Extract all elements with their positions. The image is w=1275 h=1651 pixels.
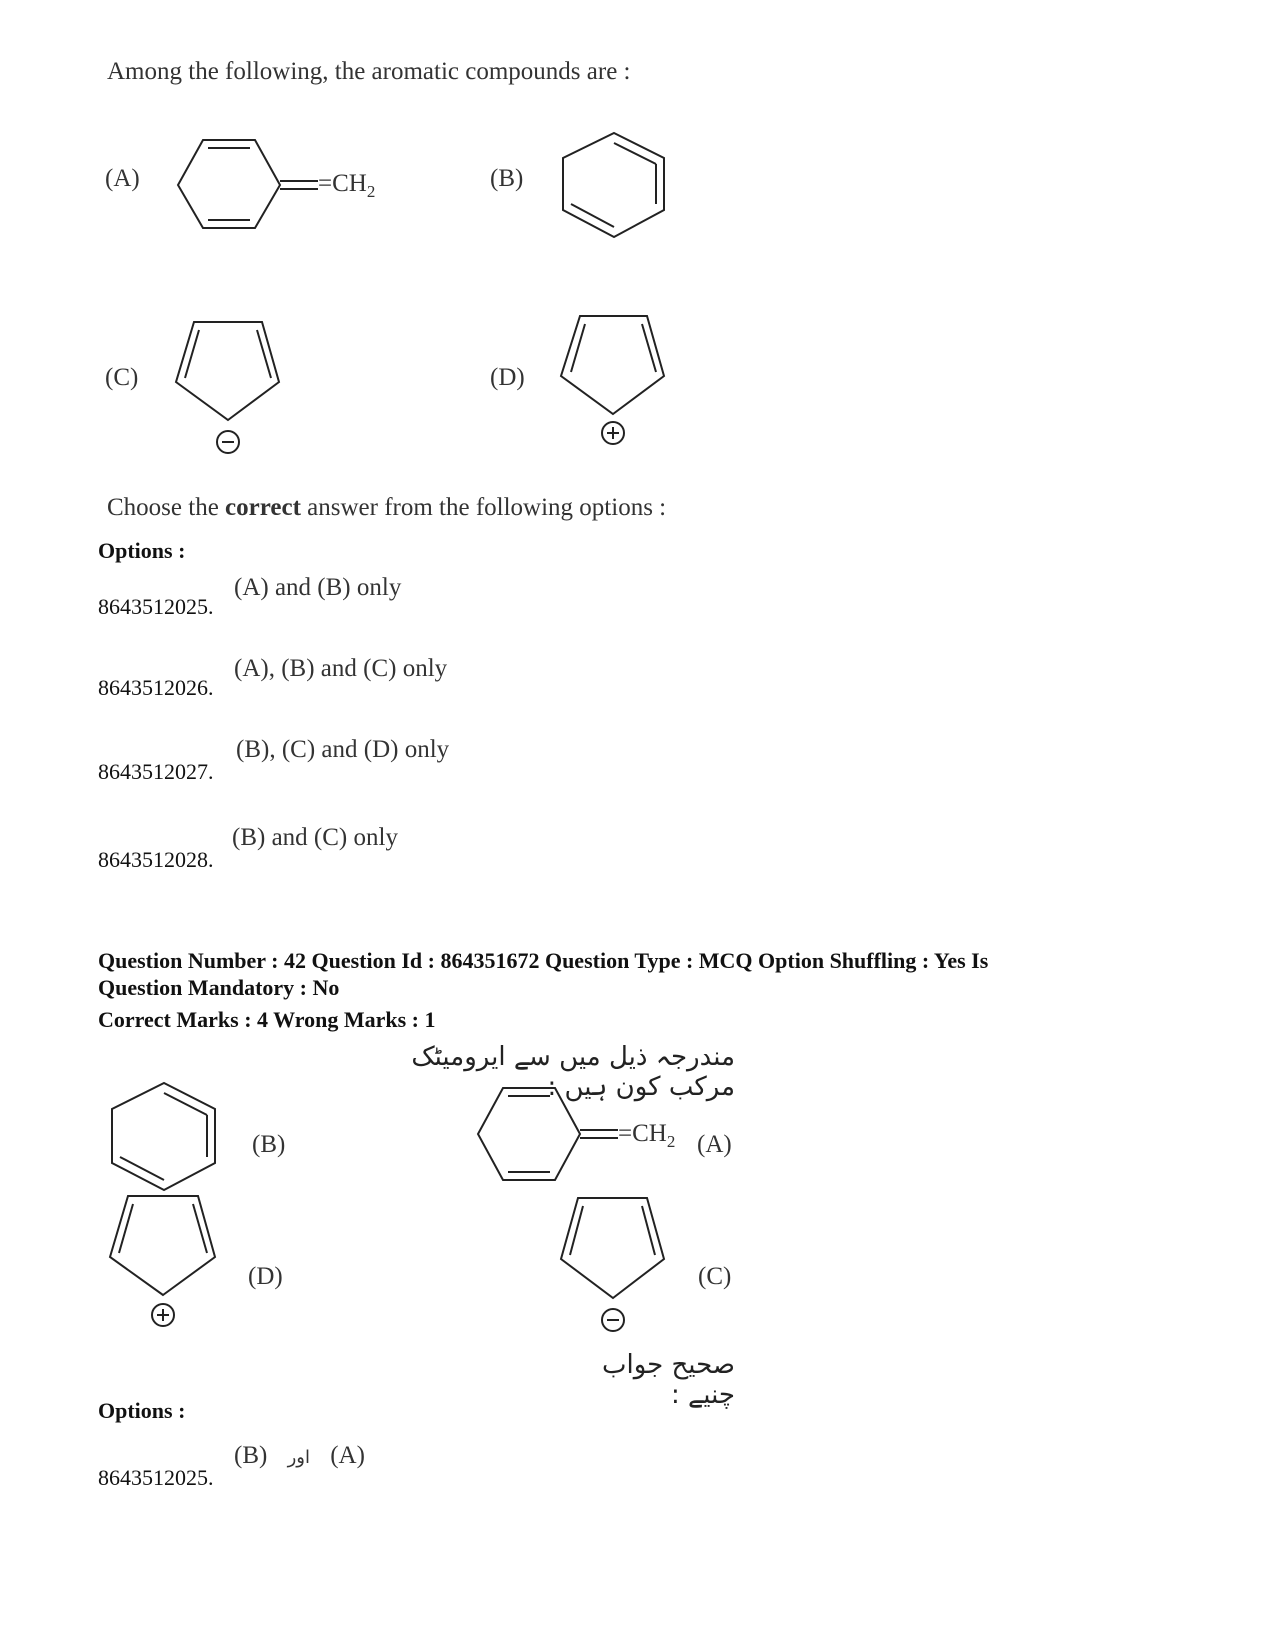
option-text: (B), (C) and (D) only bbox=[236, 736, 450, 763]
structure-c-cyclopentadienyl-anion bbox=[0, 0, 1, 1]
option-text: (A) and (B) only bbox=[234, 574, 402, 601]
question-meta: Question Number : 42 Question Id : 864351672 Question Type : MCQ Option Shuffling : Yes Is Question Mandatory : No bbox=[98, 948, 989, 1000]
structure-label-a: (A) bbox=[105, 165, 140, 192]
structure-label-a: (A) bbox=[697, 1131, 732, 1158]
structure-label-d: (D) bbox=[248, 1263, 283, 1290]
urdu-question-stem: مندرجہ ذیل میں سے ایرومیٹک مرکب کون ہیں : bbox=[411, 1042, 735, 1102]
options-heading: Options : bbox=[98, 538, 186, 563]
structure-label-c: (C) bbox=[698, 1263, 732, 1290]
structure-label-b: (B) bbox=[252, 1131, 286, 1158]
ch2-group-a: $=CH_2$ bbox=[618, 1120, 676, 1151]
option-id: 8643512028. bbox=[98, 847, 214, 872]
option-text: (A), (B) and (C) only bbox=[234, 655, 448, 682]
option-id: 8643512026. bbox=[98, 675, 214, 700]
option-text: (B) and (C) only bbox=[232, 824, 398, 851]
urdu-instruction: صحیح جواب چنیے : bbox=[602, 1350, 735, 1410]
option-id: 8643512025. bbox=[98, 1465, 214, 1490]
structure-label-d: (D) bbox=[490, 364, 525, 391]
structure-label-b: (B) bbox=[490, 165, 524, 192]
option-id: 8643512025. bbox=[98, 594, 214, 619]
instruction: Choose the correct answer from the following options : bbox=[107, 494, 667, 521]
structure-label-c: (C) bbox=[105, 364, 139, 391]
option-id: 8643512027. bbox=[98, 759, 214, 784]
option-text: (B) اور (A) bbox=[234, 1442, 365, 1469]
question-stem: Among the following, the aromatic compounds are : bbox=[107, 58, 631, 85]
options-heading: Options : bbox=[98, 1398, 186, 1423]
marks-info: Correct Marks : 4 Wrong Marks : 1 bbox=[98, 1007, 436, 1032]
ch2-group-a: $=CH_2$ bbox=[318, 170, 376, 201]
